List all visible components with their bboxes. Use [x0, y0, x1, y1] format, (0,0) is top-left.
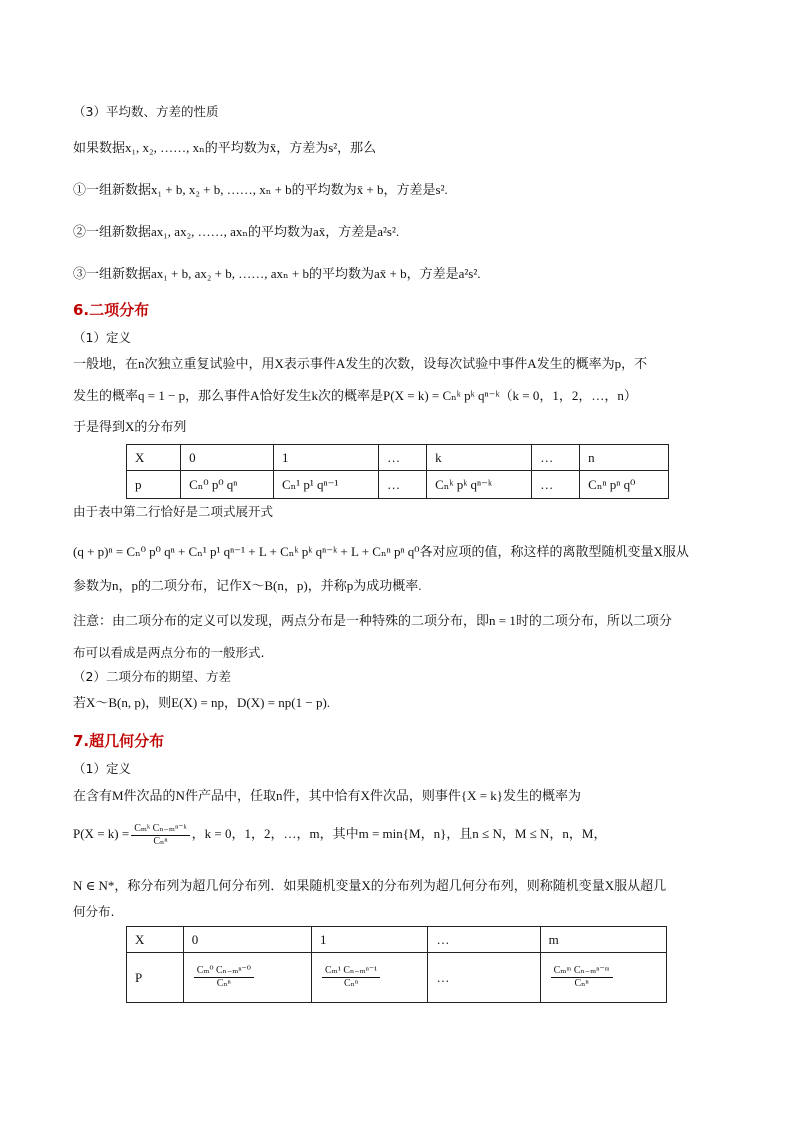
section-heading-hypergeometric: 7.超几何分布 [73, 732, 165, 750]
table-cell: n [580, 445, 669, 471]
table-cell: k [427, 445, 532, 471]
property-2: ②一组新数据ax₁, ax₂, ……, axₙ的平均数为ax̄，方差是a²s². [73, 224, 400, 239]
prob-denominator: Cₙⁿ [216, 978, 231, 989]
table-cell: Cₙⁿ pⁿ q⁰ [580, 471, 669, 499]
table-cell: Cₙ⁰ p⁰ qⁿ [181, 471, 274, 499]
paragraph-binomial-formula: (q + p)ⁿ = Cₙ⁰ p⁰ qⁿ + Cₙ¹ p¹ qⁿ⁻¹ + L + Cₙᵏ pᵏ qⁿ⁻ᵏ + L + Cₙⁿ pⁿ q⁰各对应项的值，称这样的离散型随机变量X服从 [73, 544, 689, 559]
prob-numerator: Cₘ¹ Cₙ₋ₘⁿ⁻¹ [322, 965, 380, 978]
table-cell [312, 953, 428, 1003]
section-heading-binomial: 6.二项分布 [73, 301, 150, 319]
note-line-1: 注意：由二项分布的定义可以发现，两点分布是一种特殊的二项分布，即n = 1时的二项分布，所以二项分 [73, 613, 672, 628]
paragraph-binomial-def-3: 于是得到X的分布列 [73, 419, 187, 434]
paragraph-expectation: 若X～B(n, p)，则E(X) = np，D(X) = np(1 − p). [73, 695, 331, 710]
paragraph-binomial-def-2: 发生的概率q = 1 − p，那么事件A恰好发生k次的概率是P(X = k) = Cₙᵏ pᵏ qⁿ⁻ᵏ（k = 0，1，2，…，n） [73, 388, 637, 403]
formula-rest: ，k = 0，1，2，…，m，其中m = min{M，n}，且n ≤ N，M ≤ N，n，M， [191, 826, 607, 841]
subheading-mean-variance-properties: （3）平均数、方差的性质 [73, 104, 219, 119]
subheading-expectation-variance: （2）二项分布的期望、方差 [73, 669, 231, 684]
subheading-definition: （1）定义 [73, 761, 131, 776]
table-cell: Cₙ¹ p¹ qⁿ⁻¹ [273, 471, 378, 499]
table-cell [540, 953, 666, 1003]
prob-numerator: Cₘ⁰ Cₙ₋ₘⁿ⁻⁰ [194, 965, 254, 978]
paragraph-hyper-def-3: 何分布. [73, 904, 115, 919]
table-cell: X [127, 445, 181, 471]
table-row [127, 927, 667, 953]
formula-lhs: P(X = k) = [73, 826, 130, 841]
subheading-definition: （1）定义 [73, 330, 131, 345]
formula-fraction [131, 823, 189, 848]
table-cell: 1 [273, 445, 378, 471]
table-cell: … [428, 953, 540, 1003]
formula-denominator: Cₙⁿ [153, 835, 168, 847]
table-cell: … [428, 927, 540, 953]
prob-denominator: Cₙⁿ [574, 978, 589, 989]
table-cell: … [379, 471, 427, 499]
paragraph-binomial-expansion: 由于表中第二行恰好是二项式展开式 [73, 504, 274, 519]
table-cell: X [127, 927, 184, 953]
paragraph-hyper-def-1: 在含有M件次品的N件产品中，任取n件，其中恰有X件次品，则事件{X = k}发生的概率为 [73, 788, 582, 803]
prob-numerator: Cₘᵐ Cₙ₋ₘⁿ⁻ᵐ [551, 965, 613, 978]
table-cell: 0 [181, 445, 274, 471]
hypergeometric-formula [73, 820, 606, 848]
table-cell: 1 [312, 927, 428, 953]
table-row [127, 953, 667, 1003]
prob-denominator: Cₙⁿ [344, 978, 359, 989]
property-1: ①一组新数据x₁ + b, x₂ + b, ……, xₙ + b的平均数为x̄ + b，方差是s². [73, 182, 448, 197]
note-line-2: 布可以看成是两点分布的一般形式. [73, 645, 265, 660]
property-3: ③一组新数据ax₁ + b, ax₂ + b, ……, axₙ + b的平均数为ax̄ + b，方差是a²s². [73, 266, 481, 281]
paragraph-binomial-param: 参数为n，p的二项分布，记作X～B(n，p)，并称p为成功概率. [73, 578, 422, 593]
table-cell: … [379, 445, 427, 471]
hypergeometric-distribution-table [126, 926, 667, 1003]
table-cell [183, 953, 311, 1003]
table-row [127, 471, 669, 499]
table-row [127, 445, 669, 471]
formula-numerator: Cₘᵏ Cₙ₋ₘⁿ⁻ᵏ [131, 823, 189, 836]
table-cell: 0 [183, 927, 311, 953]
paragraph-binomial-def-1: 一般地，在n次独立重复试验中，用X表示事件A发生的次数，设每次试验中事件A发生的概率为p，不 [73, 356, 648, 371]
binomial-distribution-table [126, 444, 669, 499]
prob-fraction [322, 965, 380, 990]
table-cell: Cₙᵏ pᵏ qⁿ⁻ᵏ [427, 471, 532, 499]
paragraph-intro: 如果数据x₁, x₂, ……, xₙ的平均数为x̄，方差为s²，那么 [73, 140, 377, 155]
table-cell: … [532, 445, 580, 471]
paragraph-hyper-def-2: N ∈ N*，称分布列为超几何分布列．如果随机变量X的分布列为超几何分布列，则称随机变量X服从超几 [73, 878, 667, 893]
prob-fraction [194, 965, 254, 990]
table-cell: m [540, 927, 666, 953]
table-cell: p [127, 471, 181, 499]
prob-fraction [551, 965, 613, 990]
table-cell: … [532, 471, 580, 499]
table-cell: P [127, 953, 184, 1003]
